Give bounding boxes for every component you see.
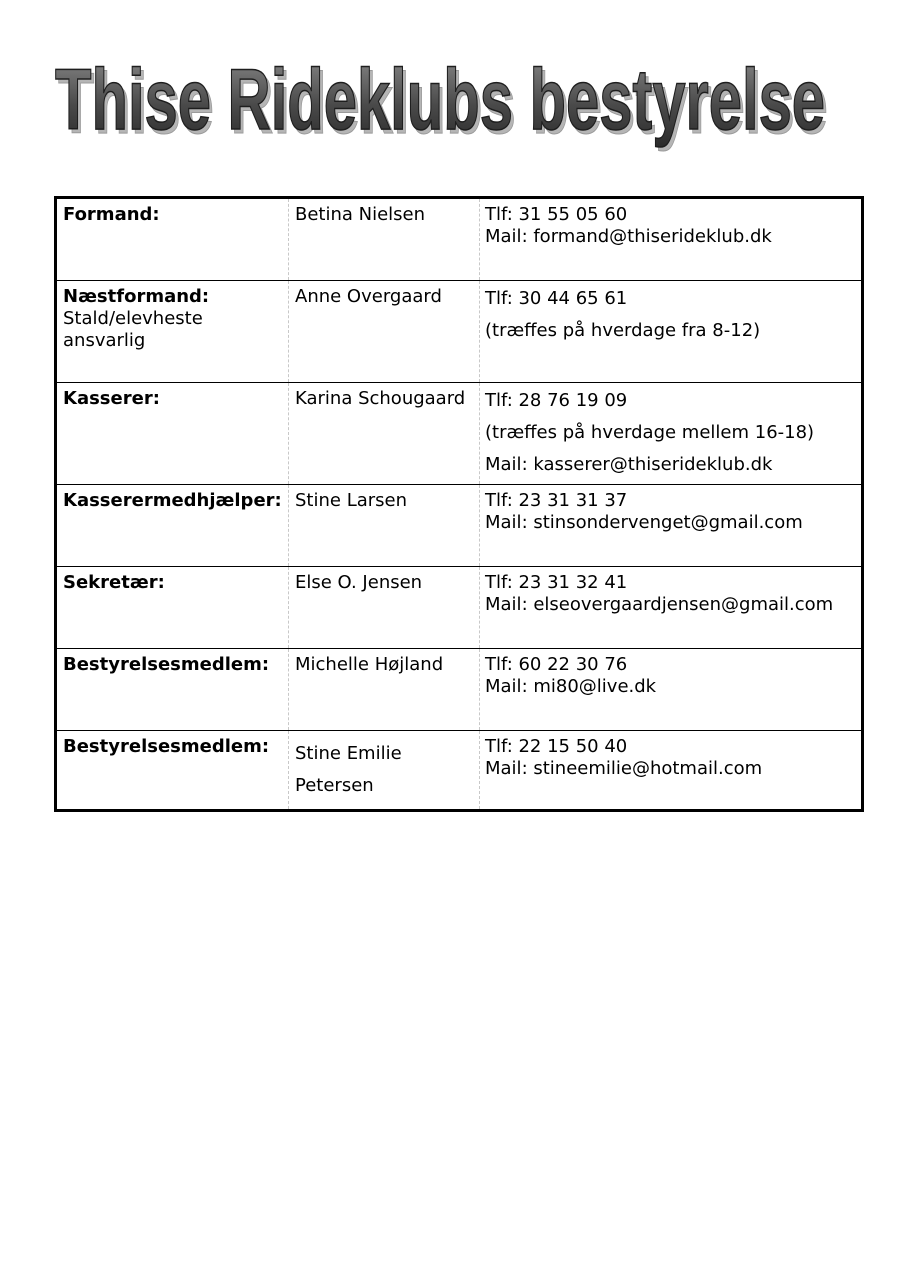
- email-text: Mail: stinsondervenget@gmail.com: [485, 512, 803, 533]
- member-name: Petersen: [295, 775, 374, 796]
- availability-text: (træffes på hverdage mellem 16-18): [485, 422, 815, 443]
- contact-cell: [480, 731, 861, 809]
- email-text: Mail: elseovergaardjensen@gmail.com: [485, 594, 834, 615]
- role-cell: [57, 199, 289, 280]
- member-name: Betina Nielsen: [295, 204, 426, 225]
- contact-cell: [480, 567, 861, 648]
- name-cell: [289, 199, 480, 280]
- contact-cell: [480, 649, 861, 730]
- phone-text: Tlf: 23 31 32 41: [485, 572, 628, 593]
- member-name: Karina Schougaard: [295, 388, 466, 409]
- table-row: [57, 648, 861, 730]
- role-label: Sekretær:: [63, 572, 165, 593]
- table-row: [57, 484, 861, 566]
- name-cell: [289, 383, 480, 484]
- table-row: [57, 730, 861, 809]
- table-row: [57, 280, 861, 382]
- role-cell: [57, 485, 289, 566]
- member-name: Stine Emilie: [295, 743, 402, 764]
- phone-text: Tlf: 30 44 65 61: [485, 288, 628, 309]
- contact-cell: [480, 485, 861, 566]
- page-title-banner: [0, 40, 904, 170]
- name-cell: [289, 567, 480, 648]
- contact-cell: [480, 281, 861, 382]
- page-title-wordart: [0, 40, 904, 170]
- email-text: Mail: formand@thiserideklub.dk: [485, 226, 772, 247]
- role-cell: [57, 383, 289, 484]
- name-cell: [289, 649, 480, 730]
- phone-text: Tlf: 28 76 19 09: [485, 390, 628, 411]
- name-cell: [289, 485, 480, 566]
- table-row: [57, 382, 861, 484]
- role-description: ansvarlig: [63, 330, 146, 351]
- phone-text: Tlf: 31 55 05 60: [485, 204, 628, 225]
- availability-text: (træffes på hverdage fra 8-12): [485, 320, 761, 341]
- member-name: Michelle Højland: [295, 654, 444, 675]
- phone-text: Tlf: 60 22 30 76: [485, 654, 628, 675]
- phone-text: Tlf: 22 15 50 40: [485, 736, 628, 757]
- role-label: Bestyrelsesmedlem:: [63, 736, 270, 757]
- member-name: Else O. Jensen: [295, 572, 423, 593]
- page-title-shadow: Thise Rideklubs bestyrelse: [58, 56, 828, 152]
- name-cell: [289, 731, 480, 809]
- email-text: Mail: kasserer@thiserideklub.dk: [485, 454, 773, 475]
- role-cell: [57, 731, 289, 809]
- role-cell: [57, 649, 289, 730]
- role-label: Bestyrelsesmedlem:: [63, 654, 270, 675]
- role-description: Stald/elevheste: [63, 308, 203, 329]
- member-name: Stine Larsen: [295, 490, 408, 511]
- email-text: Mail: stineemilie@hotmail.com: [485, 758, 763, 779]
- name-cell: [289, 281, 480, 382]
- contact-cell: [480, 199, 861, 280]
- page-title: Thise Rideklubs bestyrelse: [55, 52, 825, 148]
- role-label: Kasserer:: [63, 388, 160, 409]
- role-label: Kasserermedhjælper:: [63, 490, 282, 511]
- role-cell: [57, 567, 289, 648]
- phone-text: Tlf: 23 31 31 37: [485, 490, 628, 511]
- role-label: Næstformand:: [63, 286, 210, 307]
- table-row: [57, 566, 861, 648]
- contact-cell: [480, 383, 861, 484]
- email-text: Mail: mi80@live.dk: [485, 676, 657, 697]
- role-label: Formand:: [63, 204, 160, 225]
- table-row: [57, 199, 861, 280]
- board-table: [54, 196, 864, 812]
- member-name: Anne Overgaard: [295, 286, 442, 307]
- role-cell: [57, 281, 289, 382]
